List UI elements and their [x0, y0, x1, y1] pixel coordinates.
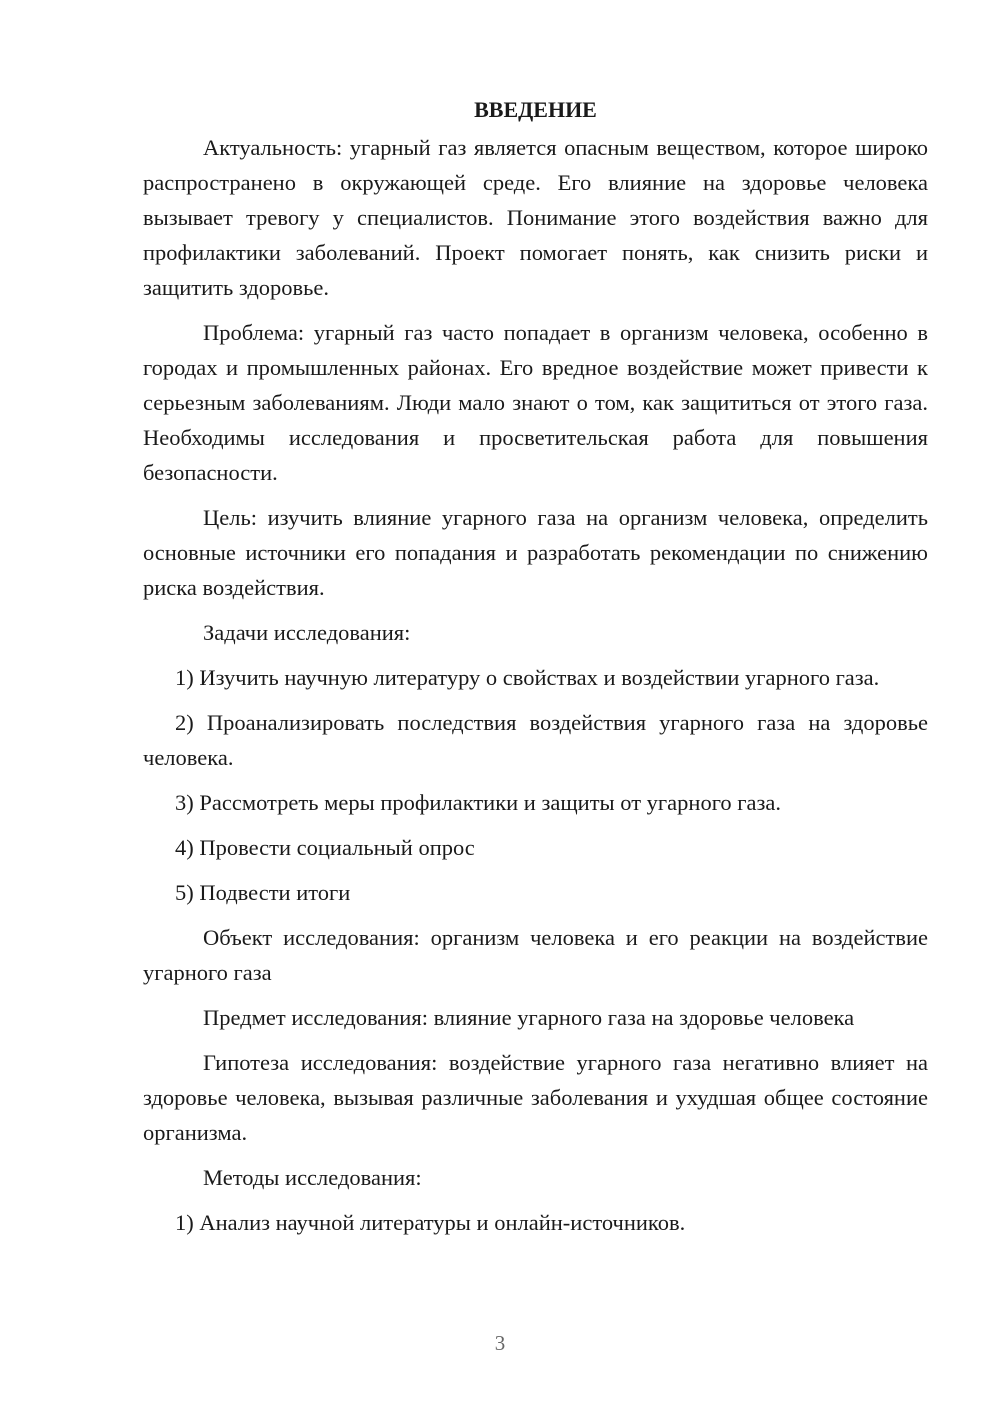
goal-paragraph: Цель: изучить влияние угарного газа на организм человека, определить основные источники его попадания и разработать рекомендации по снижению риска воздействия. — [143, 505, 928, 600]
method-item: 1) Анализ научной литературы и онлайн-источников. — [175, 1210, 686, 1235]
page-number: 3 — [494, 1331, 506, 1355]
page-title: ВВЕДЕНИЕ — [474, 97, 597, 122]
task-item: 3) Рассмотреть меры профилактики и защиты от угарного газа. — [175, 790, 781, 815]
object-paragraph: Объект исследования: организм человека и его реакции на воздействие угарного газа — [143, 925, 928, 985]
hypothesis-paragraph: Гипотеза исследования: воздействие угарного газа негативно влияет на здоровье человека, вызывая различные заболевания и ухудшая общее состояние организма. — [143, 1050, 928, 1145]
task-item: 1) Изучить научную литературу о свойствах и воздействии угарного газа. — [175, 665, 880, 690]
problem-paragraph: Проблема: угарный газ часто попадает в организм человека, особенно в городах и промышленных районах. Его вредное воздействие может привести к серьезным заболеваниям. Люди мало знают о том, как защититься от этого газа. Необходимы исследования и просветительская работа для повышения безопасности. — [143, 320, 928, 485]
methods-label: Методы исследования: — [203, 1165, 422, 1190]
tasks-label: Задачи исследования: — [203, 620, 411, 645]
task-item: 4) Провести социальный опрос — [175, 835, 475, 860]
task-item: 2) Проанализировать последствия воздействия угарного газа на здоровье человека. — [143, 710, 928, 770]
task-item: 5) Подвести итоги — [175, 880, 351, 905]
relevance-paragraph: Актуальность: угарный газ является опасным веществом, которое широко распространено в окружающей среде. Его влияние на здоровье человека вызывает тревогу у специалистов. Понимание этого воздействия важно для профилактики заболеваний. Проект помогает понять, как снизить риски и защитить здоровье. — [143, 135, 928, 300]
page-content — [143, 92, 928, 1250]
subject-paragraph: Предмет исследования: влияние угарного газа на здоровье человека — [203, 1005, 855, 1030]
